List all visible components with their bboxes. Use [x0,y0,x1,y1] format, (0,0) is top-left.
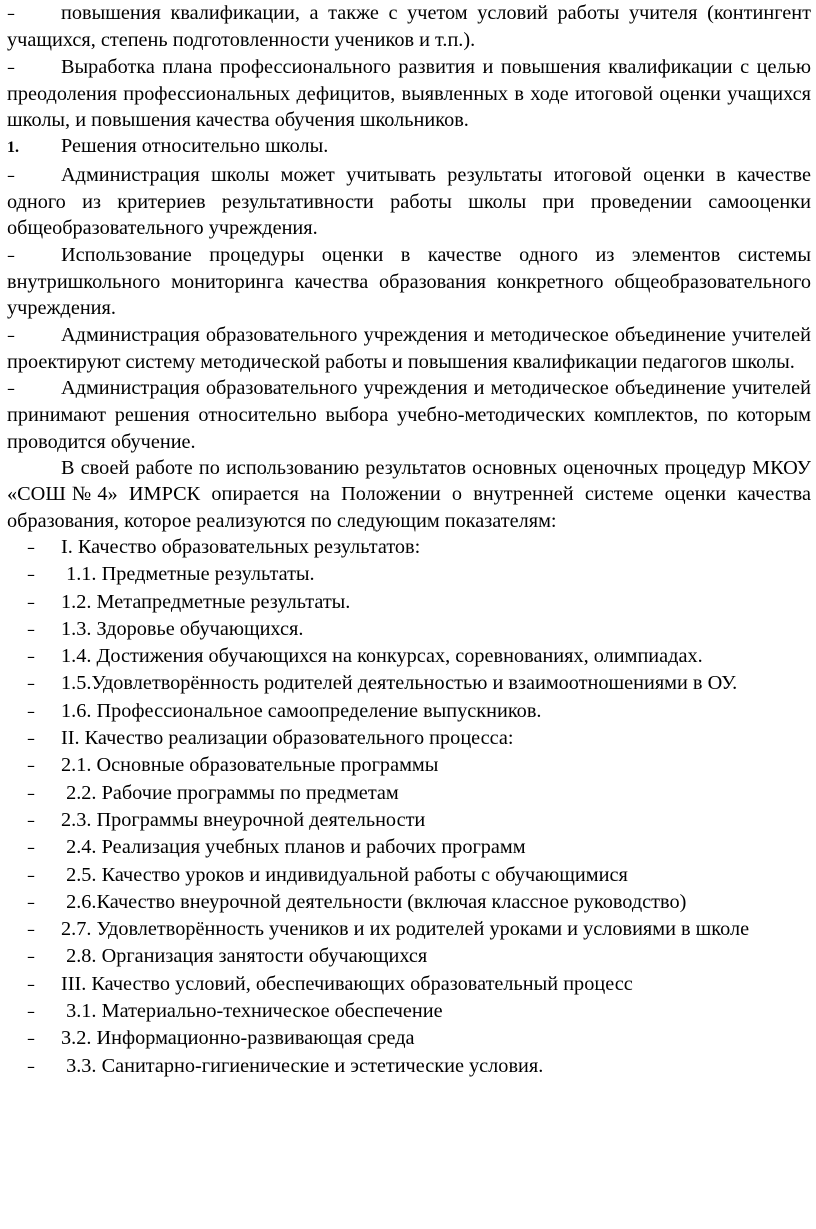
dash-marker: – [27,592,35,612]
indicator-text: 2.6.Качество внеурочной деятельности (включая классное руководство) [61,890,687,913]
indicator-text: 1.2. Метапредметные результаты. [61,590,351,613]
dash-marker: – [27,838,35,858]
indicator-list-item [7,889,811,916]
dash-marker: – [27,892,35,912]
indicator-list-item [7,698,811,725]
indicator-list-item [7,561,811,588]
dash-marker: – [27,701,35,721]
paragraph-textbook-selection: – Администрация образовательного учреждения и методическое объединение учителей принимают решения относительно выбора учебно-методических комплектов, по которым проводится обучение. [7,377,811,453]
dash-marker: – [27,619,35,639]
indicator-text: 3.2. Информационно-развивающая среда [61,1027,415,1050]
dash-marker: – [27,674,35,694]
indicator-text: 2.5. Качество уроков и индивидуальной работы с обучающимися [61,863,628,886]
indicator-text: 1.3. Здоровье обучающихся. [61,617,304,640]
indicator-text: I. Качество образовательных результатов: [61,535,421,558]
indicator-list-item [7,752,811,779]
indicator-list-item [7,862,811,889]
indicator-list-item [7,670,811,697]
indicator-text: 2.4. Реализация учебных планов и рабочих программ [61,836,526,859]
section-heading-school-decisions [7,133,811,161]
dash-marker: – [7,379,15,399]
paragraph-development-plan: – Выработка плана профессионального развития и повышения квалификации с целью преодоления профессиональных дефицитов, выявленных в ходе итоговой оценки учащихся школы, и повышения качества обучения школьников. [7,55,811,132]
dash-marker: – [7,165,15,185]
indicator-list-item [7,943,811,970]
indicator-text: 2.1. Основные образовательные программы [61,754,439,777]
dash-marker: – [27,756,35,776]
dash-marker: – [27,729,35,749]
section-number: 1. [7,139,19,157]
indicator-text: 1.1. Предметные результаты. [61,563,315,586]
indicator-list-item [7,998,811,1025]
indicator-text: 2.3. Программы внеурочной деятельности [61,808,426,831]
indicator-list-item [7,780,811,807]
dash-marker: – [27,974,35,994]
indicator-text: 2.8. Организация занятости обучающихся [61,945,428,968]
paragraph-monitoring-procedure: – Использование процедуры оценки в качестве одного из элементов системы внутришкольного мониторинга качества образования конкретного общеобразовательного учреждения. [7,243,811,320]
dash-marker: – [27,1029,35,1049]
indicator-text: 2.2. Рабочие программы по предметам [61,781,399,804]
dash-marker: – [7,325,15,345]
dash-marker: – [27,537,35,557]
indicator-list-item [7,834,811,861]
indicator-list-item [7,589,811,616]
indicator-text: 3.3. Санитарно-гигиенические и эстетические условия. [61,1054,544,1077]
indicator-list [7,534,811,1080]
dash-marker: – [7,245,15,265]
dash-marker: – [27,1001,35,1021]
dash-marker: – [27,865,35,885]
dash-marker: – [27,947,35,967]
paragraph-administration-criteria: – Администрация школы может учитывать результаты итоговой оценки в качестве одного из критериев результативности работы школы при проведении самооценки общеобразовательного учреждения. [7,163,811,240]
dash-marker: – [27,565,35,585]
paragraph-methodical-system: – Администрация образовательного учреждения и методическое объединение учителей проектируют систему методической работы и повышения квалификации педагогов школы. [7,323,811,373]
dash-marker: – [27,783,35,803]
indicator-text: 2.7. Удовлетворённость учеников и их родителей уроками и условиями в школе [61,918,750,941]
indicator-list-item [7,1025,811,1052]
dash-marker: – [7,57,15,77]
dash-marker: – [27,920,35,940]
section-title: Решения относительно школы. [61,135,329,158]
indicator-list-item [7,807,811,834]
indicator-text: 3.1. Материально-техническое обеспечение [61,999,443,1022]
paragraph-qualification-conditions: – повышения квалификации, а также с учетом условий работы учителя (контингент учащихся, степень подготовленности учеников и т.п.). [7,2,811,52]
indicator-text: III. Качество условий, обеспечивающих образовательный процесс [61,972,633,995]
indicator-list-item [7,1053,811,1080]
indicator-list-item [7,616,811,643]
paragraph-school-regulation: В своей работе по использованию результатов основных оценочных процедур МКОУ «СОШ№4» ИМРСК опирается на Положении о внутренней системе оценки качества образования, которое реализуются по следующим показателям: [7,457,811,532]
indicator-text: 1.4. Достижения обучающихся на конкурсах, соревнованиях, олимпиадах. [61,645,703,668]
dash-marker: – [7,4,15,23]
indicator-list-item [7,643,811,670]
indicator-list-item [7,534,811,561]
indicator-list-item [7,916,811,943]
indicator-list-item [7,971,811,998]
indicator-list-item [7,725,811,752]
indicator-text: 1.6. Профессиональное самоопределение выпускников. [61,699,542,722]
indicator-text: II. Качество реализации образовательного процесса: [61,727,514,750]
indicator-text: 1.5.Удовлетворённость родителей деятельностью и взаимоотношениями в ОУ. [61,672,738,695]
dash-marker: – [27,810,35,830]
dash-marker: – [27,647,35,667]
dash-marker: – [27,1056,35,1076]
